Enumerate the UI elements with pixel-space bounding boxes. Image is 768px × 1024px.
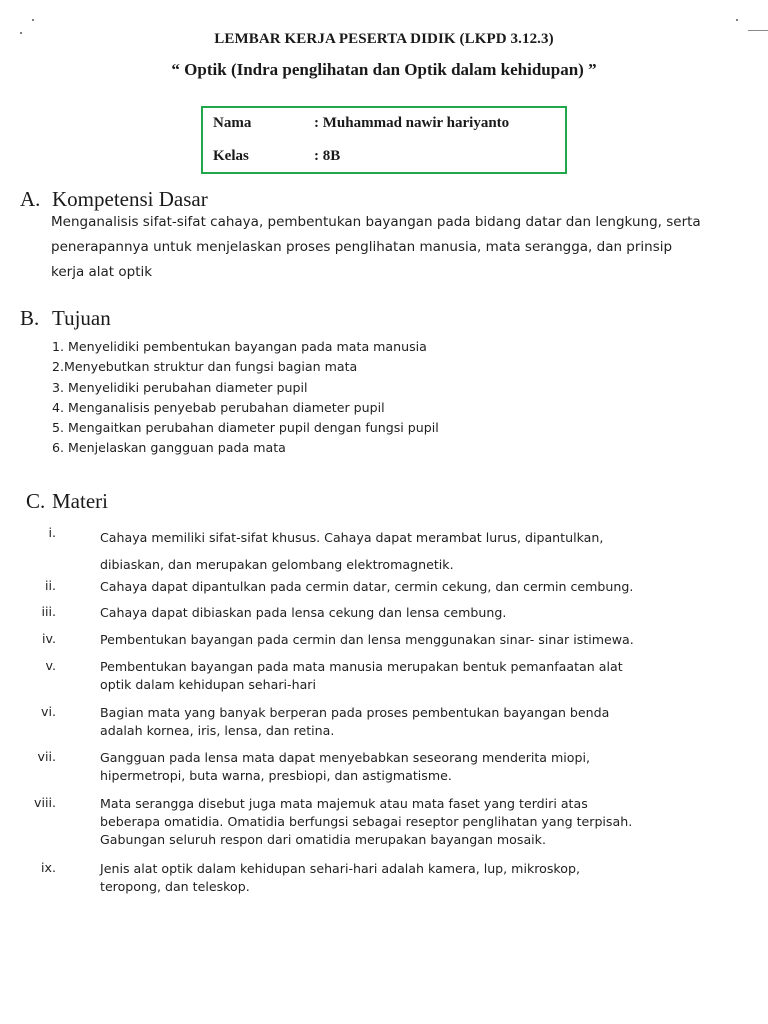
material-item [100,749,634,785]
material-item [100,604,634,622]
material-number: viii. [34,795,56,810]
material-line: hipermetropi, buta warna, presbiopi, dan astigmatisme. [100,768,452,783]
material-line: optik dalam kehidupan sehari-hari [100,677,316,692]
competency-line: kerja alat optik [51,264,153,280]
material-number: ii. [44,578,56,593]
goal-item: 5. Mengaitkan perubahan diameter pupil dengan fungsi pupil [52,420,439,436]
document-title: LEMBAR KERJA PESERTA DIDIK (LKPD 3.12.3) [214,31,554,47]
material-number: v. [45,658,56,673]
material-line: teropong, dan teleskop. [100,879,250,894]
material-number: iii. [41,604,56,619]
material-line: Mata serangga disebut juga mata majemuk atau mata faset yang terdiri atas [100,796,588,811]
section-c-title: Materi [52,489,108,513]
goal-item: 6. Menjelaskan gangguan pada mata [52,440,286,456]
material-line: Pembentukan bayangan pada cermin dan lensa menggunakan sinar- sinar istimewa. [100,632,634,647]
competency-line: penerapannya untuk menjelaskan proses penglihatan manusia, mata serangga, dan prinsip [51,239,673,255]
material-line: Pembentukan bayangan pada mata manusia merupakan bentuk pemanfaatan alat [100,659,623,674]
name-label: Nama [213,115,252,131]
material-item [100,795,634,849]
material-item [100,658,634,694]
section-a-body [51,210,751,285]
section-a-heading [20,187,208,212]
scan-speck [32,19,34,21]
material-line: Jenis alat optik dalam kehidupan sehari-hari adalah kamera, lup, mikroskop, [100,861,580,876]
document-subtitle: “ Optik (Indra penglihatan dan Optik dalam kehidupan) ” [171,60,597,79]
material-line: Cahaya dapat dibiaskan pada lensa cekung dan lensa cembung. [100,605,507,620]
goal-item: 4. Menganalisis penyebab perubahan diameter pupil [52,399,385,415]
material-line: Gabungan seluruh respon dari omatidia merupakan bayangan mosaik. [100,832,546,847]
goal-item: 3. Menyelidiki perubahan diameter pupil [52,379,308,395]
competency-line: Menganalisis sifat-sifat cahaya, pembentukan bayangan pada bidang datar dan lengkung, serta [51,214,701,230]
material-line: beberapa omatidia. Omatidia berfungsi sebagai reseptor penglihatan yang terpisah. [100,814,633,829]
material-item [100,578,634,596]
material-line: Cahaya memiliki sifat-sifat khusus. Cahaya dapat merambat lurus, dipantulkan, [100,530,604,545]
material-item [100,860,634,896]
material-number: ix. [41,860,56,875]
section-c-heading [26,489,108,514]
material-number: i. [48,525,56,540]
name-value: : Muhammad nawir hariyanto [314,115,510,131]
section-c-letter: C. [26,489,46,513]
section-b-letter: B. [20,306,40,330]
material-line: Gangguan pada lensa mata dapat menyebabkan seseorang menderita miopi, [100,750,590,765]
section-b-heading [20,306,111,331]
section-a-title: Kompetensi Dasar [52,187,208,211]
material-line: Bagian mata yang banyak berperan pada proses pembentukan bayangan benda [100,705,610,720]
material-item [100,704,634,740]
class-value: : 8B [314,148,341,164]
scan-speck [736,19,738,21]
material-number: vi. [41,704,56,719]
material-number: iv. [42,631,56,646]
goal-item: 1. Menyelidiki pembentukan bayangan pada mata manusia [52,339,427,354]
section-a-letter: A. [20,187,41,211]
material-number: vii. [37,749,56,764]
goals-list [52,337,692,459]
material-line: Cahaya dapat dipantulkan pada cermin datar, cermin cekung, dan cermin cembung. [100,579,634,594]
student-identity-box [201,106,567,174]
material-line: adalah kornea, iris, lensa, dan retina. [100,723,335,738]
class-label: Kelas [213,148,249,164]
section-b-title: Tujuan [52,306,111,330]
goal-item: 2.Menyebutkan struktur dan fungsi bagian mata [52,359,358,375]
material-item [100,524,634,578]
material-line: dibiaskan, dan merupakan gelombang elektromagnetik. [100,557,454,572]
material-item [100,631,634,649]
